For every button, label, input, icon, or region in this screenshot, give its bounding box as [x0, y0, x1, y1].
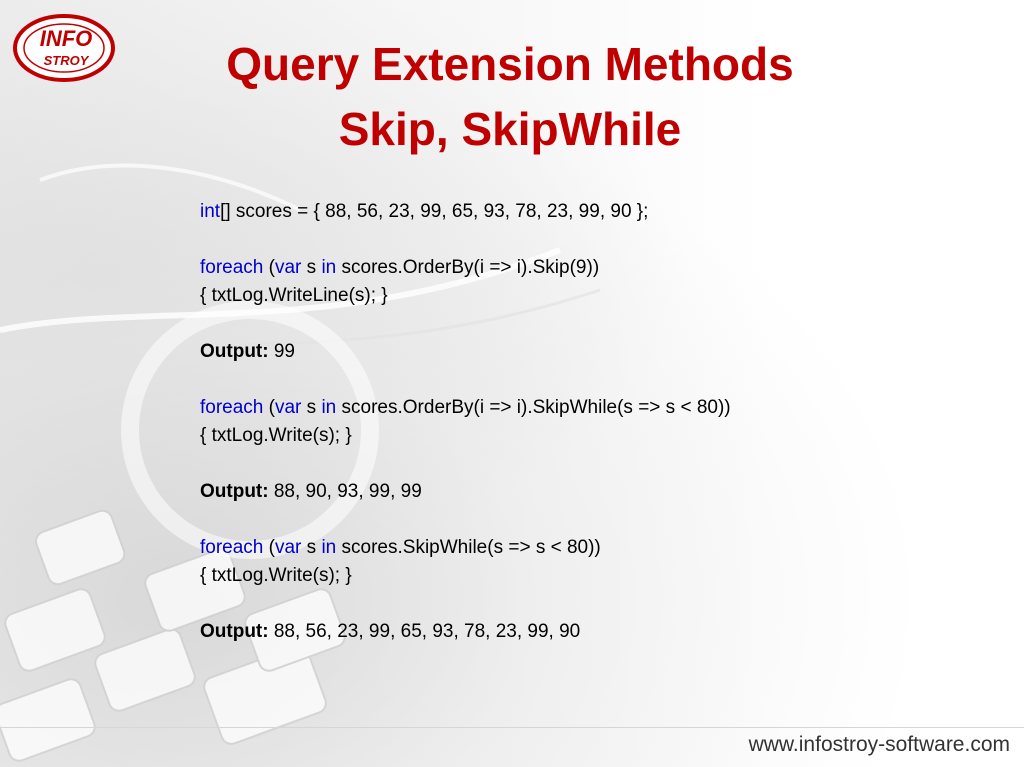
code-line-foreach-2 — [200, 394, 1000, 422]
code-sample — [200, 198, 1000, 646]
output-value: 88, 56, 23, 99, 65, 93, 78, 23, 99, 90 — [268, 621, 581, 642]
blank-line — [200, 310, 1000, 338]
code-line-foreach-1 — [200, 254, 1000, 282]
output-value: 99 — [268, 341, 295, 362]
keyword-in: in — [321, 397, 337, 418]
code-line-body-2: { txtLog.Write(s); } — [200, 425, 352, 446]
output-label: Output: — [200, 481, 269, 502]
keyword-in: in — [321, 257, 337, 278]
keyword-var: var — [274, 257, 302, 278]
code-fragment: scores.OrderBy(i => i).Skip(9)) — [336, 257, 600, 278]
blank-line — [200, 450, 1000, 478]
keyword-foreach: foreach — [200, 537, 264, 558]
code-fragment: ( — [263, 537, 275, 558]
output-line-2 — [200, 478, 1000, 506]
keyword-var: var — [274, 537, 302, 558]
output-value: 88, 90, 93, 99, 99 — [268, 481, 422, 502]
keyword-int: int — [200, 201, 221, 222]
code-line-foreach-3 — [200, 534, 1000, 562]
blank-line — [200, 590, 1000, 618]
code-line-declaration — [200, 198, 1000, 226]
code-line-body-1: { txtLog.WriteLine(s); } — [200, 285, 388, 306]
code-fragment: s — [301, 257, 322, 278]
code-fragment: ( — [263, 257, 275, 278]
code-fragment: s — [301, 397, 322, 418]
blank-line — [200, 506, 1000, 534]
keyword-var: var — [274, 397, 302, 418]
slide-title — [150, 32, 870, 162]
code-fragment: s — [301, 537, 322, 558]
blank-line — [200, 226, 1000, 254]
declaration-text: [] scores = { 88, 56, 23, 99, 65, 93, 78, 23, 99, 90 }; — [220, 201, 649, 222]
output-line-1 — [200, 338, 1000, 366]
slide-title-line1: Query Extension Methods — [226, 38, 794, 90]
keyword-in: in — [321, 537, 337, 558]
logo-text-info: INFO — [39, 26, 93, 51]
keyword-foreach: foreach — [200, 397, 264, 418]
code-fragment: scores.OrderBy(i => i).SkipWhile(s => s < 80)) — [336, 397, 731, 418]
output-label: Output: — [200, 621, 269, 642]
footer-divider — [0, 727, 1024, 728]
infostroy-logo — [12, 12, 116, 84]
code-fragment: ( — [263, 397, 275, 418]
code-line-body-3: { txtLog.Write(s); } — [200, 565, 352, 586]
keyword-foreach: foreach — [200, 257, 264, 278]
code-fragment: scores.SkipWhile(s => s < 80)) — [336, 537, 601, 558]
logo-text-stroy: STROY — [43, 53, 89, 68]
output-label: Output: — [200, 341, 269, 362]
output-line-3 — [200, 618, 1000, 646]
blank-line — [200, 366, 1000, 394]
slide-title-line2: Skip, SkipWhile — [338, 103, 682, 155]
footer-website-url: www.infostroy-software.com — [748, 733, 1010, 756]
